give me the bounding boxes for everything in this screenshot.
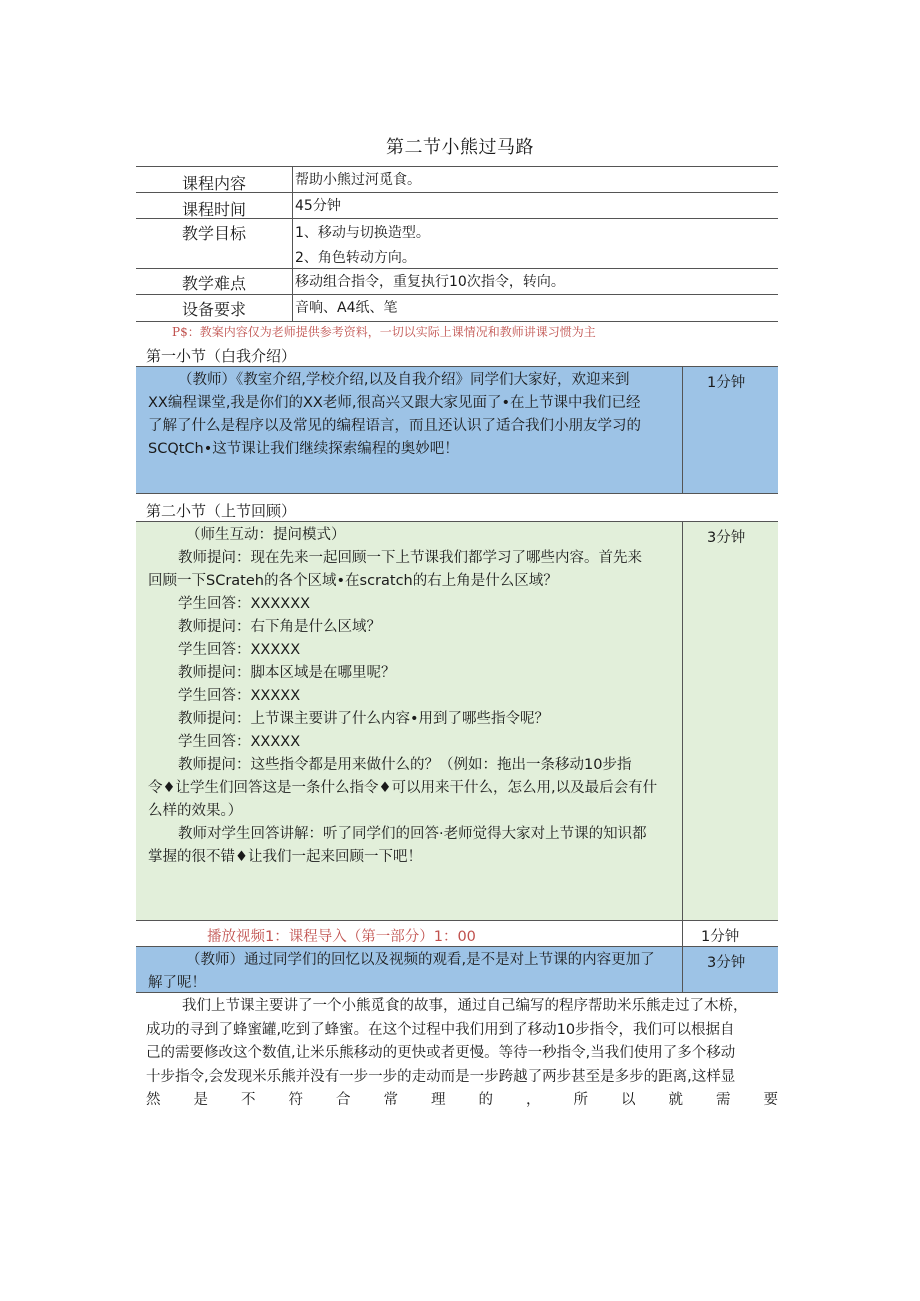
- dialog-line: 教师提问：这些指令都是用来做什么的？（例如：拖出一条移动10步指: [178, 757, 632, 773]
- teaching-note: P$：教案内容仅为老师提供参考资料，一切以实际上课情况和教师讲课习惯为主: [172, 325, 596, 339]
- row-equipment: [136, 295, 778, 322]
- section2-content: [136, 522, 683, 920]
- paragraph-line: 己的需要修改这个数值,让米乐熊移动的更快或者更慢。等待一秒指令,当我们使用了多个移动: [146, 1045, 736, 1061]
- row-teaching-difficulty: [136, 269, 778, 295]
- label-teaching-difficulty: 教学难点: [136, 269, 293, 294]
- section3-content: [136, 947, 683, 992]
- value-equipment: 音响、A4纸、笔: [295, 300, 398, 316]
- dialog-line: 教师提问：现在先来一起回顾一下上节课我们都学习了哪些内容。首先来: [178, 550, 642, 566]
- section1-block: [136, 366, 778, 494]
- video-time: 1分钟: [701, 929, 740, 945]
- paragraph-line: 成功的寻到了蜂蜜罐,吃到了蜂蜜。在这个过程中我们用到了移动10步指令，我们可以根据自: [146, 1021, 735, 1038]
- paragraph-char: 不: [241, 1092, 256, 1108]
- paragraph-line: 十步指令,会发现米乐熊并没有一步一步的走动而是一步跨越了两步甚至是多步的距离,这样显: [146, 1068, 736, 1085]
- paragraph-char: 所: [573, 1092, 588, 1108]
- label-course-content: 课程内容: [136, 167, 293, 192]
- paragraph-char: 要: [763, 1092, 778, 1108]
- label-course-time: 课程时间: [136, 193, 293, 218]
- dialog-line: （师生互动：提问模式）: [186, 527, 346, 543]
- paragraph-char: 的: [478, 1092, 493, 1108]
- paragraph-char: 然: [146, 1092, 161, 1108]
- value-course-content: 帮助小熊过河觅食。: [295, 172, 421, 188]
- paragraph-char: ，: [526, 1092, 541, 1108]
- section2-heading: 第二小节（上节回顾）: [146, 502, 297, 520]
- section1-line: （教师）《教室介绍,学校介绍,以及自我介绍》同学们大家好，欢迎来到: [178, 372, 630, 388]
- label-teaching-goals: 教学目标: [136, 219, 293, 268]
- value-course-time: 45分钟: [295, 198, 341, 214]
- paragraph-char: 是: [193, 1092, 208, 1108]
- paragraph-last-line: [146, 1089, 778, 1113]
- dialog-line: 教师对学生回答讲解：听了同学们的回答·老师觉得大家对上节课的知识都: [178, 826, 647, 842]
- paragraph-char: 合: [336, 1092, 351, 1108]
- dialog-line: 学生回答：XXXXXX: [178, 596, 311, 612]
- video-label: 播放视频1：课程导入（第一部分）1：00: [136, 921, 683, 946]
- row-course-content: [136, 167, 778, 193]
- dialog-line: 回顾一下SCrateh的各个区域•在scratch的右上角是什么区域？: [148, 573, 558, 589]
- paragraph-char: 需: [716, 1092, 731, 1108]
- dialog-line: 令♦让学生们回答这是一条什么指令♦可以用来干什么，怎么用,以及最后会有什: [148, 780, 658, 796]
- dialog-line: 么样的效果。）: [148, 803, 243, 819]
- section1-content: [136, 367, 683, 493]
- section3-line: 解了呢！: [148, 975, 206, 991]
- page-title: 第二节小熊过马路: [386, 137, 534, 158]
- value-teaching-difficulty: 移动组合指令，重复执行10次指令，转向。: [295, 274, 565, 290]
- row-course-time: [136, 193, 778, 219]
- dialog-line: 教师提问：右下角是什么区域？: [178, 619, 381, 635]
- section1-line: XX编程课堂,我是你们的XX老师,很高兴又跟大家见面了•在上节课中我们已经: [148, 395, 641, 411]
- section3-block: [136, 947, 778, 993]
- dialog-line: 学生回答：XXXXX: [178, 688, 301, 704]
- section1-line: SCQtCh•这节课让我们继续探索编程的奥妙吧！: [148, 441, 459, 457]
- value-teaching-goals: [293, 219, 778, 268]
- section1-heading: 第一小节（白我介绍）: [146, 347, 297, 365]
- dialog-line: 教师提问：上节课主要讲了什么内容•用到了哪些指令呢？: [178, 711, 550, 727]
- body-paragraph: [146, 995, 792, 1113]
- video-row: [136, 921, 778, 947]
- section2-block: [136, 521, 778, 921]
- label-equipment: 设备要求: [136, 295, 293, 321]
- paragraph-line: 我们上节课主要讲了一个小熊觅食的故事，通过自己编写的程序帮助米乐熊走过了木桥，: [182, 998, 748, 1014]
- goal-item: 2、角色转动方向。: [295, 250, 416, 266]
- section3-line: （教师）通过同学们的回忆以及视频的观看,是不是对上节课的内容更加了: [186, 952, 655, 968]
- section1-line: 了解了什么是程序以及常见的编程语言，而且还认识了适合我们小朋友学习的: [148, 418, 641, 434]
- dialog-line: 学生回答：XXXXX: [178, 734, 301, 750]
- dialog-line: 掌握的很不错♦让我们一起来回顾一下吧！: [148, 849, 422, 865]
- goal-item: 1、移动与切换造型。: [295, 225, 430, 241]
- section3-time: 3分钟: [707, 955, 746, 971]
- section2-time: 3分钟: [707, 530, 746, 546]
- paragraph-char: 就: [668, 1092, 683, 1108]
- dialog-line: 教师提问：脚本区域是在哪里呢？: [178, 665, 396, 681]
- row-teaching-goals: [136, 219, 778, 269]
- paragraph-char: 以: [621, 1092, 636, 1108]
- course-info-table: [136, 166, 778, 322]
- section1-time: 1分钟: [707, 375, 746, 391]
- dialog-line: 学生回答：XXXXX: [178, 642, 301, 658]
- paragraph-char: 常: [383, 1092, 398, 1108]
- paragraph-char: 符: [288, 1092, 303, 1108]
- paragraph-char: 理: [431, 1092, 446, 1108]
